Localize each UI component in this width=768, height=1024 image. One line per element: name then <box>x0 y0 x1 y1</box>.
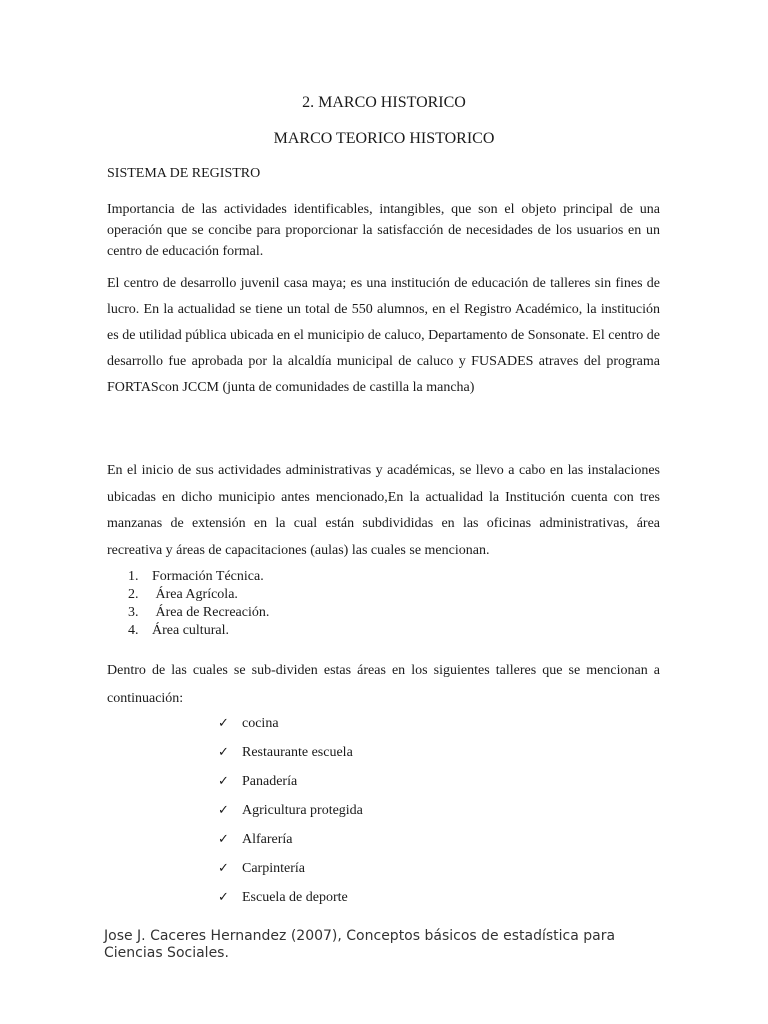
list-item <box>128 568 269 586</box>
list-item-number: 3. <box>128 605 139 620</box>
list-item <box>218 825 363 854</box>
workshop-label: Alfarería <box>242 832 293 847</box>
list-item <box>218 767 363 796</box>
checkmark-icon: ✓ <box>218 832 229 847</box>
workshop-label: Panadería <box>242 774 298 789</box>
citation: Jose J. Caceres Hernandez (2007), Conceptos básicos de estadística para Ciencias Sociales. <box>104 928 616 961</box>
checkmark-icon: ✓ <box>218 774 229 789</box>
paragraph-importance: Importancia de las actividades identificables, intangibles, que son el objeto principal de una operación que se concibe para proporcionar la satisfacción de necesidades de los usuarios en un centro de educación formal. <box>107 202 660 259</box>
list-item <box>128 604 269 622</box>
list-item-number: 4. <box>128 623 139 638</box>
list-item-text: Área cultural. <box>152 623 229 638</box>
workshop-label: cocina <box>242 716 279 731</box>
main-heading: 2. MARCO HISTORICO <box>302 94 466 111</box>
workshop-label: Restaurante escuela <box>242 745 353 760</box>
section-title: SISTEMA DE REGISTRO <box>107 166 261 181</box>
list-item <box>128 622 269 640</box>
list-item-number: 1. <box>128 569 139 584</box>
list-item <box>128 586 269 604</box>
paragraph-center-description: El centro de desarrollo juvenil casa maya; es una institución de educación de talleres sin fines de lucro. En la actualidad se tiene un total de 550 alumnos, en el Registro Académico, la institución es de utilidad pública ubicada en el municipio de caluco, Departamento de Sonsonate. El centro de desarrollo fue aprobada por la alcaldía municipal de caluco y FUSADES atraves del programa FORTAScon JCCM (junta de comunidades de castilla la mancha) <box>107 276 660 395</box>
list-item-text: Formación Técnica. <box>152 569 264 584</box>
workshop-label: Agricultura protegida <box>242 803 363 818</box>
areas-numbered-list <box>128 568 269 640</box>
sub-heading: MARCO TEORICO HISTORICO <box>273 130 495 147</box>
workshop-label: Carpintería <box>242 861 305 876</box>
list-item-text: Área Agrícola. <box>152 587 238 602</box>
checkmark-icon: ✓ <box>218 803 229 818</box>
checkmark-icon: ✓ <box>218 861 229 876</box>
workshop-label: Escuela de deporte <box>242 890 348 905</box>
paragraph-activities: En el inicio de sus actividades administrativas y académicas, se llevo a cabo en las instalaciones ubicadas en dicho municipio antes mencionado,En la actualidad la Institución cuenta con tres manzanas de extensión en la cual están subdivididas en las oficinas administrativas, área recreativa y áreas de capacitaciones (aulas) las cuales se mencionan. <box>107 463 660 558</box>
list-item <box>218 738 363 767</box>
list-item-number: 2. <box>128 587 139 602</box>
list-item-text: Área de Recreación. <box>152 605 270 620</box>
list-item <box>218 854 363 883</box>
checkmark-icon: ✓ <box>218 716 229 731</box>
list-item <box>218 883 363 912</box>
list-item <box>218 796 363 825</box>
paragraph-workshops-intro: Dentro de las cuales se sub-dividen estas áreas en los siguientes talleres que se mencionan a continuación: <box>107 663 660 706</box>
list-item <box>218 709 363 738</box>
checkmark-icon: ✓ <box>218 890 229 905</box>
checkmark-icon: ✓ <box>218 745 229 760</box>
workshops-checklist <box>218 709 363 912</box>
